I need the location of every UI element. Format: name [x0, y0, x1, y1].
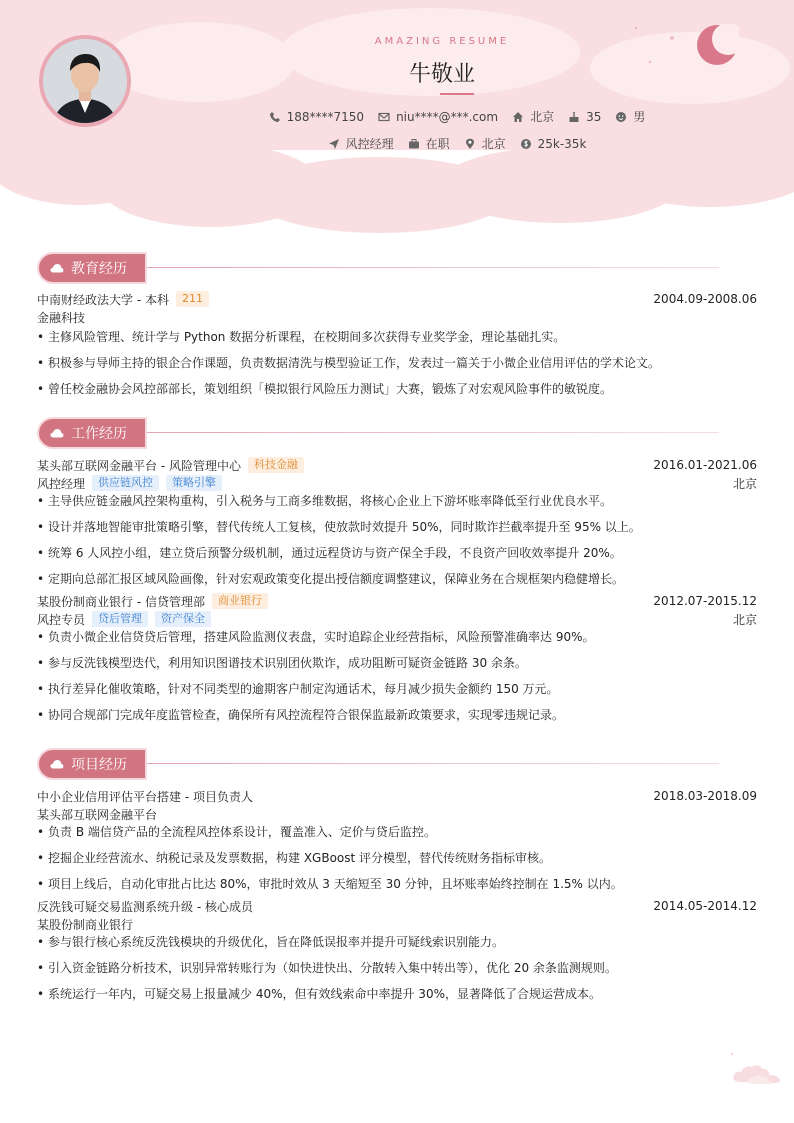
project-name: 中小企业信用评估平台搭建 - 项目负责人: [37, 789, 253, 804]
job-salary: 25k-35k: [520, 135, 587, 152]
project-bullets: [37, 933, 757, 1011]
job-role: 风控经理: [37, 476, 86, 491]
decorative-cloud-icon: [726, 1050, 786, 1086]
contact-email: niu****@***.com: [378, 108, 498, 125]
list-item: • 主导供应链金融风控架构重构，引入税务与工商多维数据，将核心企业上下游坏账率降低至行业优良水平。: [37, 492, 757, 518]
job-status: 在职: [408, 135, 450, 152]
list-item: • 设计并落地智能审批策略引擎，替代传统人工复核，使放款时效提升 50%，同时欺诈拦截率提升至 95% 以上。: [37, 518, 757, 544]
tagline: AMAZING RESUME: [374, 36, 510, 47]
company-tag: 科技金融: [248, 457, 304, 473]
list-item: • 项目上线后，自动化审批占比达 80%，审批时效从 3 天缩短至 30 分钟，且坏账率始终控制在 1.5% 以内。: [37, 875, 757, 897]
list-item: • 挖掘企业经营流水、纳税记录及发票数据，构建 XGBoost 评分模型，替代传统财务指标审核。: [37, 849, 757, 875]
skill-tag: 策略引擎: [166, 475, 222, 491]
list-item: • 执行差异化催收策略，针对不同类型的逾期客户制定沟通话术，每月减少损失金额约 150 万元。: [37, 680, 757, 706]
contact-gender: 男: [615, 108, 645, 125]
project-name: 反洗钱可疑交易监测系统升级 - 核心成员: [37, 899, 253, 914]
section-divider: [147, 763, 719, 764]
job-date: 2012.07-2015.12: [653, 594, 757, 608]
job-date: 2016.01-2021.06: [653, 458, 757, 472]
contact-phone: 188****7150: [269, 108, 364, 125]
list-item: • 引入资金链路分析技术，识别异常转账行为（如快进快出、分散转入集中转出等），优化 20 余条监测规则。: [37, 959, 757, 985]
section-divider: [147, 432, 719, 433]
job-bullets: [37, 492, 757, 592]
project-org: 某头部互联网金融平台: [37, 807, 158, 822]
project-date: 2018.03-2018.09: [653, 789, 757, 803]
project-bullets: [37, 823, 757, 897]
project-header: [37, 748, 757, 782]
education-section: [37, 252, 757, 406]
job-city: 北京: [732, 476, 757, 491]
cake-icon: [568, 111, 580, 123]
education-title: 教育经历: [71, 261, 127, 277]
work-title: 工作经历: [71, 426, 127, 442]
name-underline: [440, 93, 474, 95]
job-city: 北京: [732, 612, 757, 627]
company-tag: 商业银行: [212, 593, 268, 609]
send-icon: [328, 138, 340, 150]
project-title: 项目经历: [71, 757, 127, 773]
contact-city: 北京: [512, 108, 554, 125]
job-role: 风控专员: [37, 612, 86, 627]
education-major: 金融科技: [37, 310, 86, 325]
list-item: • 定期向总部汇报区域风险画像，针对宏观政策变化提出授信额度调整建议，保障业务在合规框架内稳健增长。: [37, 570, 757, 592]
school-name: 中南财经政法大学 - 本科: [37, 292, 169, 307]
section-title-pill: [37, 417, 147, 449]
work-job-2: [37, 592, 757, 732]
project-date: 2014.05-2014.12: [653, 899, 757, 913]
skill-tag: 资产保全: [155, 611, 211, 627]
company-name: 某头部互联网金融平台 - 风险管理中心: [37, 458, 241, 473]
job-bullets: [37, 628, 757, 732]
project-item-1: [37, 787, 757, 897]
phone-icon: [269, 111, 281, 123]
list-item: • 积极参与导师主持的银企合作课题，负责数据清洗与模型验证工作，发表过一篇关于小微企业信用评估的学术论文。: [37, 354, 757, 380]
home-icon: [512, 111, 524, 123]
list-item: • 统筹 6 人风控小组，建立贷后预警分级机制，通过远程贷访与资产保全手段，不良资产回收效率提升 20%。: [37, 544, 757, 570]
contact-age: 35: [568, 108, 601, 125]
school-tag: 211: [176, 291, 209, 307]
education-header: [37, 252, 757, 286]
list-item: • 主修风险管理、统计学与 Python 数据分析课程，在校期间多次获得专业奖学金，理论基础扎实。: [37, 328, 757, 354]
work-job-1: [37, 456, 757, 592]
list-item: • 系统运行一年内，可疑交易上报量减少 40%，但有效线索命中率提升 30%，显著降低了合规运营成本。: [37, 985, 757, 1011]
contact-info-row: [0, 108, 794, 125]
education-date: 2004.09-2008.06: [653, 292, 757, 306]
education-entry: [37, 290, 757, 308]
company-name: 某股份制商业银行 - 信贷管理部: [37, 594, 205, 609]
job-position: 风控经理: [328, 135, 394, 152]
cloud-icon: [50, 759, 64, 769]
briefcase-icon: [408, 138, 420, 150]
skill-tag: 供应链风控: [92, 475, 159, 491]
project-org: 某股份制商业银行: [37, 917, 134, 932]
project-item-2: [37, 897, 757, 1011]
project-section: [37, 748, 757, 1011]
work-section: [37, 417, 757, 732]
education-major-line: [37, 308, 757, 326]
face-icon: [615, 111, 627, 123]
salary-icon: [520, 138, 532, 150]
list-item: • 协同合规部门完成年度监管检查，确保所有风控流程符合银保监最新政策要求，实现零违规记录。: [37, 706, 757, 732]
job-intent-row: [0, 135, 794, 152]
skill-tag: 贷后管理: [92, 611, 148, 627]
cloud-icon: [50, 428, 64, 438]
list-item: • 曾任校金融协会风控部部长，策划组织「模拟银行风险压力测试」大赛，锻炼了对宏观风险事件的敏锐度。: [37, 380, 757, 406]
education-bullets: [37, 328, 757, 406]
list-item: • 参与反洗钱模型迭代，利用知识图谱技术识别团伙欺诈，成功阻断可疑资金链路 30 余条。: [37, 654, 757, 680]
list-item: • 负责小微企业信贷贷后管理，搭建风险监测仪表盘，实时追踪企业经营指标，风险预警准确率达 90%。: [37, 628, 757, 654]
location-icon: [464, 138, 476, 150]
mail-icon: [378, 111, 390, 123]
job-location: 北京: [464, 135, 506, 152]
section-title-pill: [37, 748, 147, 780]
list-item: • 参与银行核心系统反洗钱模块的升级优化，旨在降低误报率并提升可疑线索识别能力。: [37, 933, 757, 959]
list-item: • 负责 B 端信贷产品的全流程风控体系设计，覆盖准入、定价与贷后监控。: [37, 823, 757, 849]
section-title-pill: [37, 252, 147, 284]
resume-name: 牛敬业: [408, 62, 475, 87]
work-header: [37, 417, 757, 451]
section-divider: [147, 267, 719, 268]
cloud-icon: [50, 263, 64, 273]
